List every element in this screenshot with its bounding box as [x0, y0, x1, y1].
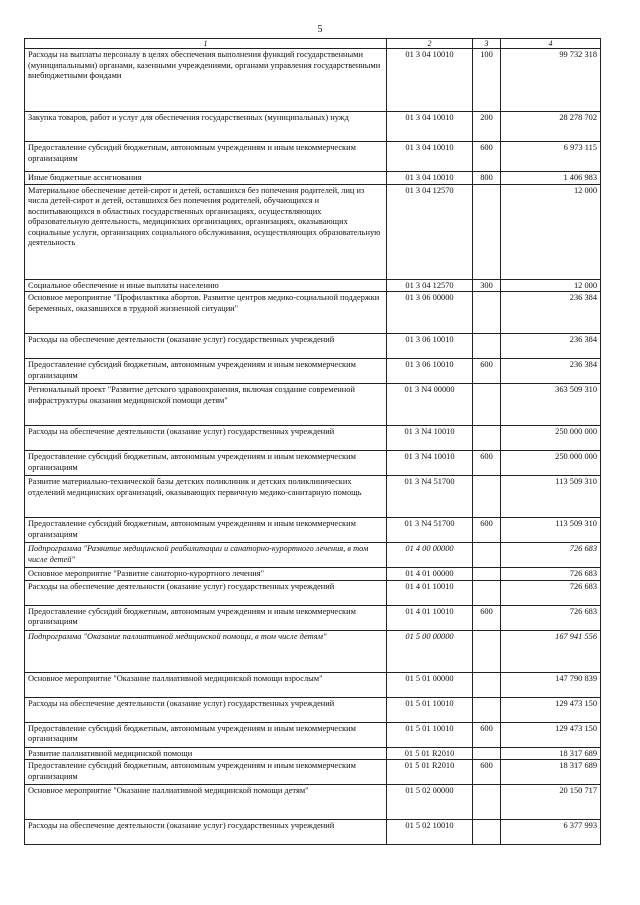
row-code: 01 5 01 10010: [387, 722, 473, 747]
budget-table: [24, 38, 601, 845]
row-type: [473, 384, 501, 426]
row-type: [473, 630, 501, 672]
row-amount: 12 000: [501, 279, 601, 292]
row-amount: 129 473 150: [501, 722, 601, 747]
row-amount: 129 473 150: [501, 697, 601, 722]
table-row: [25, 112, 601, 142]
header-col-1: 1: [25, 39, 387, 49]
header-col-4: 4: [501, 39, 601, 49]
table-row: [25, 334, 601, 359]
row-name: Расходы на обеспечение деятельности (оказание услуг) государственных учреждений: [25, 580, 387, 605]
row-amount: 18 317 689: [501, 760, 601, 785]
row-name: Основное мероприятие "Развитие санаторно-курортного лечения": [25, 568, 387, 581]
row-name: Расходы на выплаты персоналу в целях обеспечения выполнения функций государственными (муниципальными) органами, казенными учреждениями, органами управления государственными внебюджетными фондами: [25, 49, 387, 112]
row-amount: 167 941 556: [501, 630, 601, 672]
row-type: [473, 820, 501, 845]
row-code: 01 4 01 00000: [387, 568, 473, 581]
row-type: [473, 697, 501, 722]
row-code: 01 5 01 10010: [387, 697, 473, 722]
row-name: Расходы на обеспечение деятельности (оказание услуг) государственных учреждений: [25, 820, 387, 845]
table-row: [25, 580, 601, 605]
row-amount: 726 683: [501, 568, 601, 581]
row-code: 01 5 02 10010: [387, 820, 473, 845]
row-type: [473, 292, 501, 334]
row-type: 600: [473, 518, 501, 543]
table-row: [25, 359, 601, 384]
row-code: 01 3 N4 51700: [387, 476, 473, 518]
table-header-row: [25, 39, 601, 49]
row-code: 01 3 06 10010: [387, 359, 473, 384]
row-amount: 18 317 689: [501, 747, 601, 760]
row-amount: 236 384: [501, 334, 601, 359]
table-row: [25, 451, 601, 476]
row-type: [473, 747, 501, 760]
row-code: 01 3 06 00000: [387, 292, 473, 334]
row-type: 100: [473, 49, 501, 112]
row-name: Расходы на обеспечение деятельности (оказание услуг) государственных учреждений: [25, 334, 387, 359]
row-type: 600: [473, 359, 501, 384]
row-name: Предоставление субсидий бюджетным, автономным учреждениям и иным некоммерческим организациям: [25, 605, 387, 630]
row-name: Предоставление субсидий бюджетным, автономным учреждениям и иным некоммерческим организациям: [25, 359, 387, 384]
row-name: Расходы на обеспечение деятельности (оказание услуг) государственных учреждений: [25, 697, 387, 722]
row-type: [473, 184, 501, 279]
row-amount: 726 683: [501, 580, 601, 605]
table-row: [25, 722, 601, 747]
row-code: 01 3 04 10010: [387, 142, 473, 172]
row-code: 01 3 04 10010: [387, 49, 473, 112]
table-row: [25, 697, 601, 722]
table-row: [25, 384, 601, 426]
row-name: Иные бюджетные ассигнования: [25, 172, 387, 185]
table-row: [25, 184, 601, 279]
row-name: Предоставление субсидий бюджетным, автономным учреждениям и иным некоммерческим организациям: [25, 451, 387, 476]
row-code: 01 4 00 00000: [387, 543, 473, 568]
row-amount: 236 384: [501, 359, 601, 384]
table-row: [25, 630, 601, 672]
row-type: 600: [473, 605, 501, 630]
table-row: [25, 785, 601, 820]
row-name: Расходы на обеспечение деятельности (оказание услуг) государственных учреждений: [25, 426, 387, 451]
row-type: 600: [473, 142, 501, 172]
row-name: Региональный проект "Развитие детского здравоохранения, включая создание современной инфраструктуры оказания медицинской помощи детям": [25, 384, 387, 426]
row-code: 01 3 06 10010: [387, 334, 473, 359]
row-amount: 250 000 000: [501, 426, 601, 451]
row-amount: 99 732 318: [501, 49, 601, 112]
row-type: [473, 568, 501, 581]
row-type: [473, 476, 501, 518]
row-code: 01 3 04 10010: [387, 172, 473, 185]
row-amount: 6 377 993: [501, 820, 601, 845]
row-amount: 363 509 310: [501, 384, 601, 426]
table-row: [25, 476, 601, 518]
row-amount: 1 406 983: [501, 172, 601, 185]
row-type: 600: [473, 760, 501, 785]
row-code: 01 3 N4 00000: [387, 384, 473, 426]
row-code: 01 3 N4 10010: [387, 426, 473, 451]
row-amount: 113 509 310: [501, 476, 601, 518]
header-col-2: 2: [387, 39, 473, 49]
row-type: 600: [473, 722, 501, 747]
row-amount: 20 150 717: [501, 785, 601, 820]
table-row: [25, 292, 601, 334]
row-name: Предоставление субсидий бюджетным, автономным учреждениям и иным некоммерческим организациям: [25, 722, 387, 747]
row-amount: 6 973 115: [501, 142, 601, 172]
row-type: [473, 543, 501, 568]
row-amount: 12 000: [501, 184, 601, 279]
row-amount: 726 683: [501, 543, 601, 568]
table-row: [25, 518, 601, 543]
table-row: [25, 672, 601, 697]
row-code: 01 5 01 R2010: [387, 747, 473, 760]
row-code: 01 3 04 10010: [387, 112, 473, 142]
row-name: Социальное обеспечение и иные выплаты населению: [25, 279, 387, 292]
row-name: Развитие материально-технической базы детских поликлиник и детских поликлинических отделений медицинских организаций, оказывающих первичную медико-санитарную помощь: [25, 476, 387, 518]
row-type: 300: [473, 279, 501, 292]
table-row: [25, 172, 601, 185]
row-name: Основное мероприятие "Оказание паллиативной медицинской помощи детям": [25, 785, 387, 820]
row-code: 01 3 N4 51700: [387, 518, 473, 543]
row-type: 600: [473, 451, 501, 476]
row-code: 01 4 01 10010: [387, 605, 473, 630]
row-code: 01 4 01 10010: [387, 580, 473, 605]
table-row: [25, 543, 601, 568]
row-name: Предоставление субсидий бюджетным, автономным учреждениям и иным некоммерческим организациям: [25, 142, 387, 172]
table-row: [25, 747, 601, 760]
table-row: [25, 760, 601, 785]
row-code: 01 3 N4 10010: [387, 451, 473, 476]
table-row: [25, 279, 601, 292]
row-amount: 113 509 310: [501, 518, 601, 543]
row-amount: 236 384: [501, 292, 601, 334]
row-name: Подпрограмма "Оказание паллиативной медицинской помощи, в том числе детям": [25, 630, 387, 672]
header-col-3: 3: [473, 39, 501, 49]
table-row: [25, 142, 601, 172]
row-name: Развитие паллиативной медицинской помощи: [25, 747, 387, 760]
row-code: 01 5 00 00000: [387, 630, 473, 672]
row-code: 01 3 04 12570: [387, 184, 473, 279]
row-code: 01 3 04 12570: [387, 279, 473, 292]
table-row: [25, 568, 601, 581]
row-name: Закупка товаров, работ и услуг для обеспечения государственных (муниципальных) нужд: [25, 112, 387, 142]
page-number: 5: [317, 24, 323, 35]
row-name: Подпрограмма "Развитие медицинской реабилитации и санаторно-курортного лечения, в том числе детей": [25, 543, 387, 568]
table-row: [25, 820, 601, 845]
table-row: [25, 426, 601, 451]
row-amount: 28 278 702: [501, 112, 601, 142]
table-row: [25, 605, 601, 630]
row-type: 800: [473, 172, 501, 185]
row-name: Предоставление субсидий бюджетным, автономным учреждениям и иным некоммерческим организациям: [25, 518, 387, 543]
row-name: Материальное обеспечение детей-сирот и детей, оставшихся без попечения родителей, лиц из числа детей-сирот и детей, оставшихся без попечения родителей, обучающихся и воспитывающихся в областных государственных организациях, осуществляющих образовательную деятельность, медицинских организациях, организациях, оказывающих социальные услуги, организациях социального обслуживания, осуществляющих образовательную деятельность: [25, 184, 387, 279]
row-type: 200: [473, 112, 501, 142]
row-type: [473, 334, 501, 359]
row-code: 01 5 01 R2010: [387, 760, 473, 785]
row-name: Основное мероприятие "Оказание паллиативной медицинской помощи взрослым": [25, 672, 387, 697]
row-type: [473, 426, 501, 451]
row-name: Предоставление субсидий бюджетным, автономным учреждениям и иным некоммерческим организациям: [25, 760, 387, 785]
row-type: [473, 785, 501, 820]
table-row: [25, 49, 601, 112]
row-amount: 726 683: [501, 605, 601, 630]
row-name: Основное мероприятие "Профилактика абортов. Развитие центров медико-социальной поддержки беременных, оказавшихся в трудной жизненной ситуации": [25, 292, 387, 334]
row-type: [473, 672, 501, 697]
row-code: 01 5 01 00000: [387, 672, 473, 697]
row-amount: 147 790 839: [501, 672, 601, 697]
row-code: 01 5 02 00000: [387, 785, 473, 820]
row-amount: 250 000 000: [501, 451, 601, 476]
row-type: [473, 580, 501, 605]
